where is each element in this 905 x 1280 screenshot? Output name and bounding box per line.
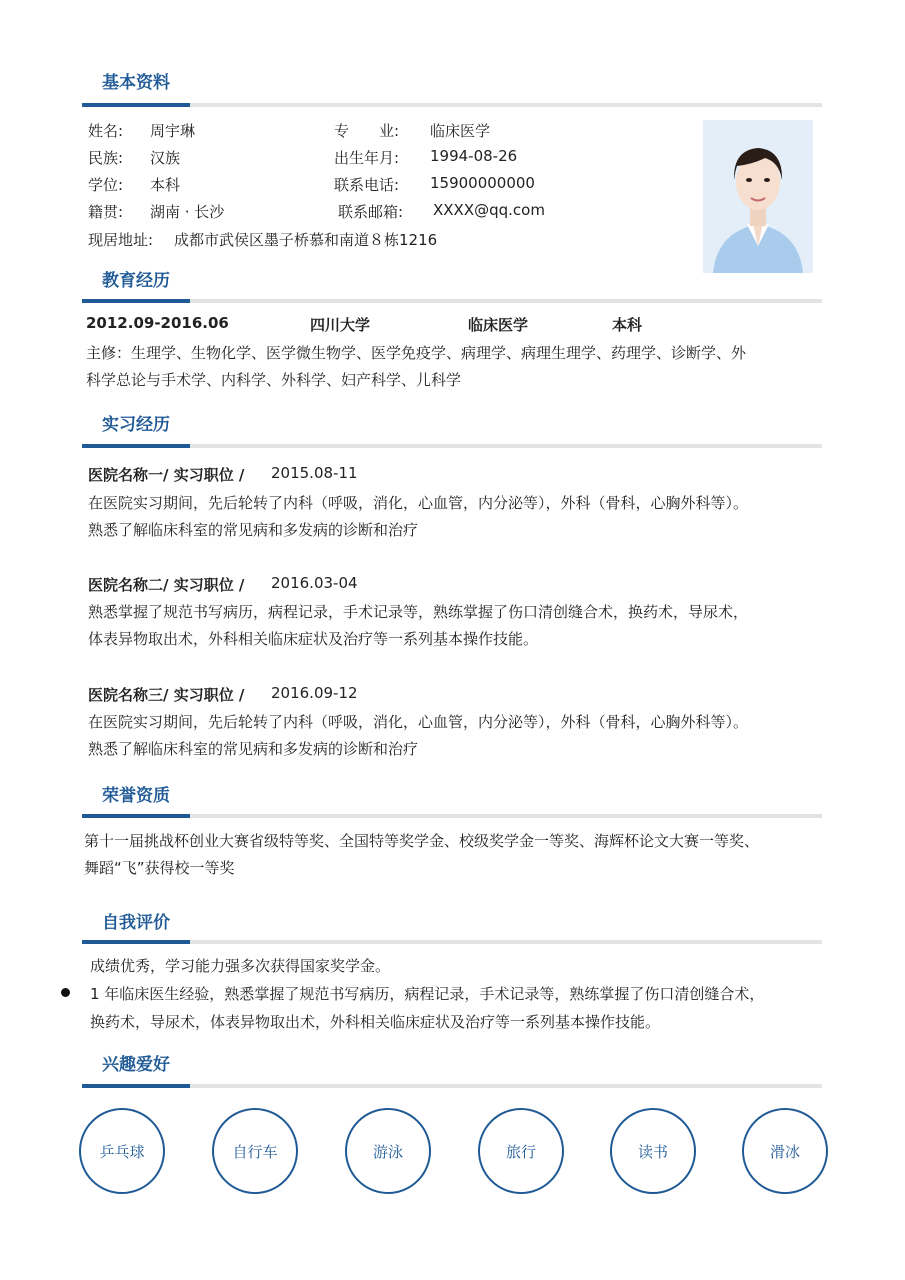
hobby-label: 读书 xyxy=(637,1142,668,1161)
self-line3: 换药术，导尿术，体表异物取出术，外科相关临床症状及治疗等一系列基本操作技能。 xyxy=(90,1013,661,1031)
native-value: 湖南 · 长沙 xyxy=(150,203,225,221)
internship-heading: 医院名称一/ 实习职位 / xyxy=(88,466,245,484)
hobby-badge xyxy=(79,1108,165,1194)
portrait-image xyxy=(703,120,813,273)
section-rule xyxy=(82,444,822,448)
education-school: 四川大学 xyxy=(310,316,371,334)
section-rule xyxy=(82,1084,822,1088)
self-line1: 成绩优秀，学习能力强多次获得国家奖学金。 xyxy=(90,957,391,975)
section-honors xyxy=(82,781,822,821)
section-rule xyxy=(82,814,822,818)
birth-value: 1994-08-26 xyxy=(430,147,518,165)
hobby-badge xyxy=(610,1108,696,1194)
section-title-basic: 基本资料 xyxy=(102,73,170,93)
education-major: 临床医学 xyxy=(468,316,529,334)
education-courses-line2: 科学总论与手术学、内科学、外科学、妇产科学、儿科学 xyxy=(86,371,462,389)
internship-desc-line1: 在医院实习期间，先后轮转了内科（呼吸，消化，心血管，内分泌等），外科（骨科，心胸外科等）。 xyxy=(88,713,749,731)
internship-date: 2016.03-04 xyxy=(271,574,358,592)
email-label: 联系邮箱: xyxy=(338,203,404,221)
section-rule-accent xyxy=(82,299,190,303)
internship-heading: 医院名称三/ 实习职位 / xyxy=(88,686,245,704)
education-period: 2012.09-2016.06 xyxy=(86,314,229,332)
education-degree: 本科 xyxy=(612,316,643,334)
section-rule-accent xyxy=(82,103,190,107)
hobby-label: 旅行 xyxy=(505,1142,536,1161)
hobby-label: 乒乓球 xyxy=(99,1142,145,1161)
major-label: 专 业: xyxy=(334,122,400,140)
hobby-badge xyxy=(742,1108,828,1194)
email-value: XXXX@qq.com xyxy=(433,201,545,219)
section-title-honors: 荣誉资质 xyxy=(102,786,170,806)
section-rule-accent xyxy=(82,1084,190,1088)
degree-label: 学位: xyxy=(88,176,124,194)
section-rule-accent xyxy=(82,444,190,448)
section-title-self: 自我评价 xyxy=(102,913,170,933)
hobby-badge xyxy=(212,1108,298,1194)
address-value: 成都市武侯区墨子桥慕和南道８栋1216 xyxy=(174,231,438,249)
section-rule xyxy=(82,940,822,944)
native-label: 籍贯: xyxy=(88,203,124,221)
address-label: 现居地址: xyxy=(88,231,154,249)
major-value: 临床医学 xyxy=(430,122,491,140)
self-line2: 1 年临床医生经验，熟悉掌握了规范书写病历，病程记录，手术记录等，熟练掌握了伤口清创缝合术， xyxy=(90,985,765,1003)
internship-desc-line2: 熟悉了解临床科室的常见病和多发病的诊断和治疗 xyxy=(88,521,419,539)
section-basic xyxy=(82,68,822,108)
internship-desc-line2: 熟悉了解临床科室的常见病和多发病的诊断和治疗 xyxy=(88,740,419,758)
section-rule xyxy=(82,299,822,303)
bullet-icon xyxy=(61,988,70,997)
hobby-badge xyxy=(478,1108,564,1194)
honors-line2: 舞蹈“飞”获得校一等奖 xyxy=(84,859,235,877)
ethnic-value: 汉族 xyxy=(150,149,181,167)
section-title-education: 教育经历 xyxy=(102,271,170,291)
hobby-label: 游泳 xyxy=(372,1142,403,1161)
internship-date: 2016.09-12 xyxy=(271,684,358,702)
section-rule-accent xyxy=(82,940,190,944)
hobby-label: 滑冰 xyxy=(769,1142,800,1161)
phone-label: 联系电话: xyxy=(334,176,400,194)
birth-label: 出生年月: xyxy=(334,149,400,167)
internship-desc-line1: 在医院实习期间，先后轮转了内科（呼吸，消化，心血管，内分泌等），外科（骨科，心胸外科等）。 xyxy=(88,494,749,512)
section-title-hobbies: 兴趣爱好 xyxy=(102,1055,170,1075)
education-courses-line1: 主修：生理学、生物化学、医学微生物学、医学免疫学、病理学、病理生理学、药理学、诊断学、外 xyxy=(86,344,747,362)
internship-heading: 医院名称二/ 实习职位 / xyxy=(88,576,245,594)
honors-line1: 第十一届挑战杯创业大赛省级特等奖、全国特等奖学金、校级奖学金一等奖、海辉杯论文大赛一等奖、 xyxy=(84,832,760,850)
section-internship xyxy=(82,410,822,450)
degree-value: 本科 xyxy=(150,176,181,194)
internship-desc-line1: 熟悉掌握了规范书写病历，病程记录，手术记录等，熟练掌握了伤口清创缝合术，换药术，导尿术， xyxy=(88,603,749,621)
section-rule xyxy=(82,103,822,107)
internship-date: 2015.08-11 xyxy=(271,464,358,482)
hobby-badge xyxy=(345,1108,431,1194)
hobby-label: 自行车 xyxy=(232,1142,278,1161)
ethnic-label: 民族: xyxy=(88,149,124,167)
phone-value: 15900000000 xyxy=(430,174,535,192)
name-label: 姓名: xyxy=(88,122,124,140)
section-rule-accent xyxy=(82,814,190,818)
section-title-internship: 实习经历 xyxy=(102,415,170,435)
section-self xyxy=(82,908,822,948)
internship-desc-line2: 体表异物取出术，外科相关临床症状及治疗等一系列基本操作技能。 xyxy=(88,630,539,648)
profile-photo xyxy=(703,120,813,273)
section-hobbies xyxy=(82,1050,822,1090)
section-education xyxy=(82,266,822,306)
name-value: 周宇琳 xyxy=(150,122,196,140)
